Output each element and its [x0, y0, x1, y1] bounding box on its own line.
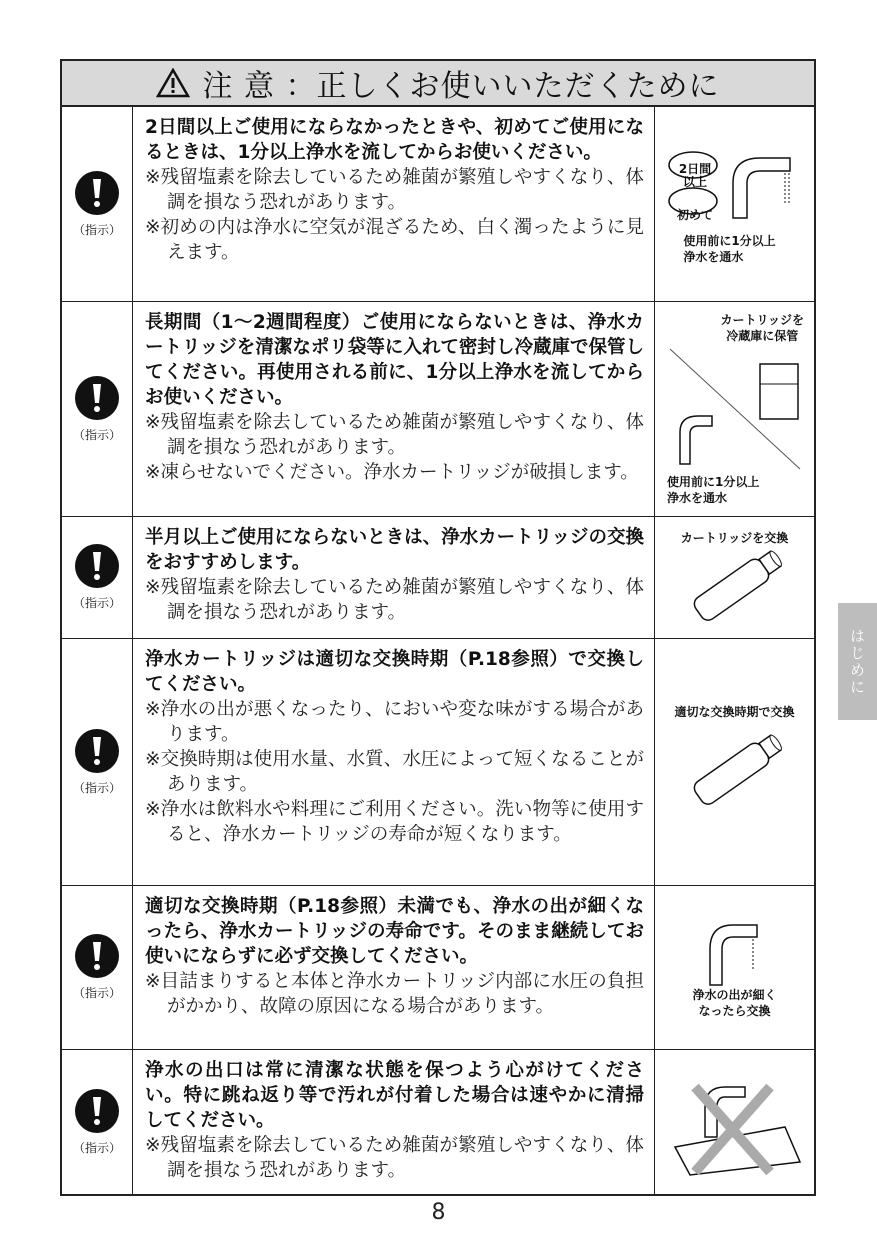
instruction-label: （指示） — [72, 427, 121, 442]
row-lead: 2日間以上ご使用にならなかったときや、初めてご使用になるときは、1分以上浄水を流してからお使いください。 — [145, 117, 644, 163]
exclamation-circle-icon — [75, 376, 119, 420]
pic-caption: カートリッジを交換 — [680, 530, 789, 545]
cartridge-illustration — [655, 639, 814, 885]
instruction-mark — [62, 639, 133, 885]
instruction-mark — [62, 1050, 133, 1194]
caution-row — [62, 517, 814, 639]
faucet-icon — [695, 917, 775, 987]
caution-header — [62, 61, 814, 107]
caution-row — [62, 107, 814, 302]
pic-caption: 使用前に1分以上 浄水を通水 — [667, 475, 760, 505]
row-note: ※目詰まりすると本体と浄水カートリッジ内部に水圧の負担がかかり、故障の原因になる場合があります。 — [145, 971, 644, 1017]
instruction-mark — [62, 886, 133, 1049]
row-text — [133, 886, 655, 1049]
exclamation-circle-icon — [75, 171, 119, 215]
exclamation-circle-icon — [75, 1089, 119, 1133]
faucet-illustration — [655, 107, 814, 301]
row-lead: 半月以上ご使用にならないときは、浄水カートリッジの交換をおすすめします。 — [145, 527, 644, 573]
caution-row — [62, 1050, 814, 1194]
row-text — [133, 107, 655, 301]
pic-caption: 使用前に1分以上 浄水を通水 — [683, 234, 776, 264]
exclamation-circle-icon — [75, 729, 119, 773]
caution-table — [60, 59, 816, 1196]
row-lead: 適切な交換時期（P.18参照）未満でも、浄水の出が細くなったら、浄水カートリッジの寿命です。そのまま継続してお使いにならずに必ず交換してください。 — [145, 896, 644, 967]
row-lead: 長期間（1～2週間程度）ご使用にならないときは、浄水カートリッジを清潔なポリ袋等に入れて密封し冷蔵庫で保管してください。再使用される前に、1分以上浄水を流してからお使いください。 — [145, 312, 644, 408]
pic-caption: カートリッジを 冷蔵庫に保管 — [720, 313, 804, 343]
instruction-label: （指示） — [72, 222, 121, 237]
exclamation-circle-icon — [75, 934, 119, 978]
warning-triangle-icon — [156, 68, 190, 98]
row-lead: 浄水の出口は常に清潔な状態を保つよう心がけてください。特に跳ね返り等で汚れが付着した場合は速やかに清掃してください。 — [145, 1060, 644, 1131]
fridge-icon — [660, 344, 810, 474]
row-note: ※残留塩素を除去しているため雑菌が繁殖しやすくなり、体調を損なう恐れがあります。 — [145, 412, 644, 458]
dirty-faucet-icon — [665, 1067, 805, 1177]
row-text — [133, 1050, 655, 1194]
page-number: 8 — [431, 1200, 446, 1225]
instruction-label: （指示） — [72, 1140, 121, 1155]
splash-illustration — [655, 1050, 814, 1194]
bubble-label: 2日間 以上 — [678, 162, 712, 189]
cartridge-icon — [675, 720, 795, 820]
cartridge-illustration — [655, 517, 814, 638]
cartridge-icon — [675, 546, 795, 626]
row-text — [133, 639, 655, 885]
row-note: ※残留塩素を除去しているため雑菌が繁殖しやすくなり、体調を損なう恐れがあります。 — [145, 577, 644, 623]
caution-title: 注 意 ：正しくお使いいただくために — [202, 69, 720, 104]
row-note: ※交換時期は使用水量、水質、水圧によって短くなることがあります。 — [145, 749, 644, 795]
row-note: ※初めの内は浄水に空気が混ざるため、白く濁ったように見えます。 — [145, 217, 644, 263]
bubble-label: 初めて — [676, 208, 713, 222]
pic-caption: 適切な交換時期で交換 — [674, 705, 795, 719]
row-note: ※浄水は飲料水や料理にご利用ください。洗い物等に使用すると、浄水カートリッジの寿命が短くなります。 — [145, 799, 644, 845]
instruction-mark — [62, 302, 133, 516]
row-note: ※残留塩素を除去しているため雑菌が繁殖しやすくなり、体調を損なう恐れがあります。 — [145, 1135, 644, 1181]
caution-row — [62, 302, 814, 517]
caution-row — [62, 886, 814, 1050]
instruction-mark — [62, 107, 133, 301]
faucet-illustration — [655, 886, 814, 1049]
pic-caption: 浄水の出が細く なったら交換 — [692, 987, 777, 1018]
section-tab: はじめに — [838, 603, 877, 720]
row-note: ※浄水の出が悪くなったり、においや変な味がする場合があります。 — [145, 699, 644, 745]
row-note: ※残留塩素を除去しているため雑菌が繁殖しやすくなり、体調を損なう恐れがあります。 — [145, 167, 644, 213]
caution-row — [62, 639, 814, 886]
row-lead: 浄水カートリッジは適切な交換時期（P.18参照）で交換してください。 — [145, 649, 644, 695]
instruction-label: （指示） — [72, 596, 121, 610]
instruction-label: （指示） — [72, 986, 121, 1000]
row-note: ※凍らせないでください。浄水カートリッジが破損します。 — [145, 462, 639, 483]
row-text — [133, 517, 655, 638]
row-text — [133, 302, 655, 516]
exclamation-circle-icon — [75, 544, 119, 588]
instruction-mark — [62, 517, 133, 638]
fridge-illustration — [655, 302, 814, 516]
instruction-label: （指示） — [72, 780, 121, 795]
